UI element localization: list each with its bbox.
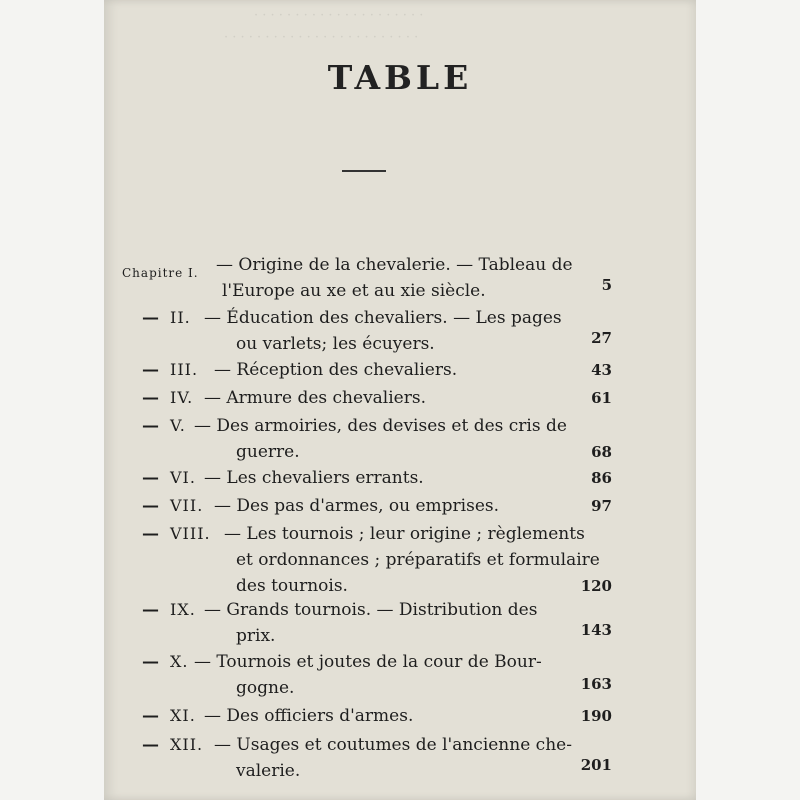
chapter-number: III. bbox=[170, 360, 199, 379]
page-number: 86 bbox=[591, 469, 612, 487]
page-number: 61 bbox=[591, 389, 612, 407]
chapter-title-line: — Des officiers d'armes. bbox=[204, 706, 414, 726]
chapter-title-line: — Des armoiries, des devises et des cris de bbox=[194, 416, 567, 436]
chapter-title-line: — Armure des chevaliers. bbox=[204, 388, 426, 408]
ditto-dash: — bbox=[142, 652, 159, 672]
page-number: 68 bbox=[591, 443, 612, 461]
chapter-number: X. bbox=[170, 652, 189, 671]
chapter-title-line: gogne. bbox=[236, 678, 295, 698]
chapter-title-line: — Les chevaliers errants. bbox=[204, 468, 424, 488]
page-number: 27 bbox=[591, 329, 612, 347]
chapter-title-line: valerie. bbox=[236, 761, 301, 781]
ditto-dash: — bbox=[142, 388, 159, 408]
chapter-title-line: — Tournois et joutes de la cour de Bour- bbox=[194, 652, 542, 672]
chapter-number: VI. bbox=[170, 468, 196, 487]
ditto-dash: — bbox=[142, 706, 159, 726]
page-title: TABLE bbox=[327, 58, 473, 97]
chapter-title-line: des tournois. bbox=[236, 576, 348, 596]
chapter-label: Chapitre I. bbox=[122, 266, 199, 280]
chapter-number: XI. bbox=[170, 706, 196, 725]
page-number: 201 bbox=[580, 756, 612, 774]
page-number: 5 bbox=[601, 276, 612, 294]
chapter-title-line: prix. bbox=[236, 626, 276, 646]
chapter-title-line: — Éducation des chevaliers. — Les pages bbox=[204, 308, 562, 328]
ditto-dash: — bbox=[142, 308, 159, 328]
page-number: 143 bbox=[580, 621, 612, 639]
ditto-dash: — bbox=[142, 416, 159, 436]
chapter-number: VIII. bbox=[170, 524, 211, 543]
chapter-title-line: — Réception des chevaliers. bbox=[214, 360, 458, 380]
page-number: 120 bbox=[580, 577, 612, 595]
chapter-title-line: — Les tournois ; leur origine ; règlements bbox=[224, 524, 585, 544]
ditto-dash: — bbox=[142, 735, 159, 755]
chapter-title-line: l'Europe au xe et au xie siècle. bbox=[222, 281, 486, 301]
chapter-title-line: guerre. bbox=[236, 442, 300, 462]
chapter-title-line: — Origine de la chevalerie. — Tableau de bbox=[216, 255, 573, 275]
page-number: 97 bbox=[591, 497, 612, 515]
chapter-title-line: ou varlets; les écuyers. bbox=[236, 334, 435, 354]
ditto-dash: — bbox=[142, 524, 159, 544]
chapter-number: IX. bbox=[170, 600, 196, 619]
ditto-dash: — bbox=[142, 600, 159, 620]
ditto-dash: — bbox=[142, 468, 159, 488]
chapter-title-line: — Grands tournois. — Distribution des bbox=[204, 600, 538, 620]
chapter-title-line: — Des pas d'armes, ou emprises. bbox=[214, 496, 500, 516]
book-page: · · · · · · · · · · · · · · · · · · · · · · · · · · · · · · · · · · · · · · · · · · · · · TABLE Chapitre I. — Origine de la chevalerie. — Tableau de l'Europe au xe et au xie siècle. 5 — II. — Éducation des chevaliers. — Les pages ou varlets; les écuyers. 27 — III. — Réception des chevaliers. 43 — IV. — Armure des chevaliers. 61 — V. — Des armoiries, des devises et des cris de guerre. 68 — VI. — Les chevaliers errants. 86 — VII. — Des pas d'armes, ou emprises. 97 — VIII. — Les tournois ; leur origine ; règlements et ordonnances ; préparatifs et formulaire des tournois. 120 — IX. — Grands tournois. — Distribution des prix. 143 — X. — Tournois et joutes de la cour de Bour- gogne. 163 — XI. — Des officiers d'armes. 190 — XII. — Usages et coutumes de l'ancienne che- valerie. 201 bbox=[104, 0, 696, 800]
chapter-number: XII. bbox=[170, 735, 204, 754]
chapter-number: V. bbox=[170, 416, 186, 435]
page-number: 163 bbox=[580, 675, 612, 693]
chapter-number: II. bbox=[170, 308, 191, 327]
chapter-number: VII. bbox=[170, 496, 204, 515]
ditto-dash: — bbox=[142, 360, 159, 380]
page-number: 43 bbox=[591, 361, 612, 379]
chapter-number: IV. bbox=[170, 388, 194, 407]
page-number: 190 bbox=[580, 707, 612, 725]
title-rule bbox=[342, 170, 386, 172]
ditto-dash: — bbox=[142, 496, 159, 516]
chapter-title-line: et ordonnances ; préparatifs et formulaire bbox=[236, 550, 600, 570]
chapter-title-line: — Usages et coutumes de l'ancienne che- bbox=[214, 735, 572, 755]
